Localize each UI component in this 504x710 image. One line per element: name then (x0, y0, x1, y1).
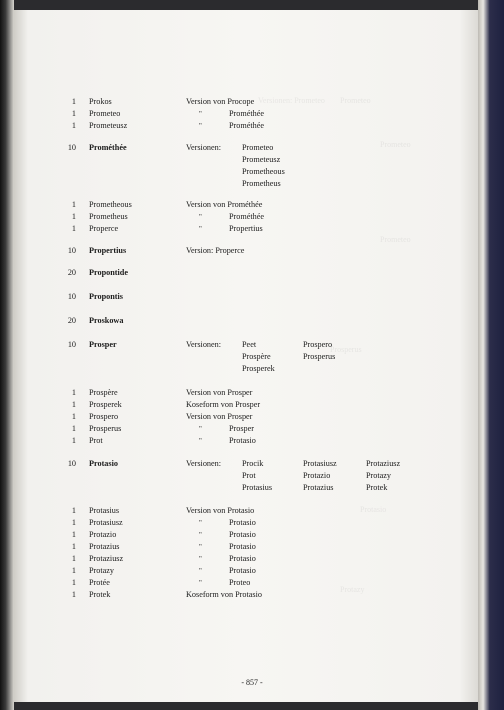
entry-name: Proskowa (89, 316, 124, 325)
variant-name: Protasiusz (303, 459, 337, 468)
entry-name: Protée (89, 578, 110, 587)
variant-line (0, 470, 504, 482)
entry-reference: Protasio (229, 518, 256, 527)
entry-count: 1 (71, 224, 76, 233)
page-number: - 857 - (241, 678, 263, 687)
bleed-through-text: Protazy (340, 585, 365, 594)
variant-name: Prot (242, 471, 256, 480)
variant-name: Prometheous (242, 167, 285, 176)
entry-name: Protazius (89, 542, 120, 551)
entry-count: 10 (67, 292, 76, 301)
entry-reference: Proteo (229, 578, 251, 587)
entry-reference: Prométhée (229, 121, 265, 130)
index-entry (0, 339, 504, 351)
index-entry (0, 245, 504, 257)
index-entry (0, 387, 504, 399)
entry-count: 1 (71, 412, 76, 421)
ditto-mark: " (199, 437, 202, 445)
entry-name: Prot (89, 436, 103, 445)
entry-description: Version von Prométhée (186, 200, 263, 209)
index-entry (0, 541, 504, 553)
entry-name: Protasiusz (89, 518, 123, 527)
index-entry (0, 517, 504, 529)
entry-count: 1 (71, 554, 76, 563)
entry-description: Version: Properce (186, 246, 245, 255)
index-entry (0, 435, 504, 447)
entry-reference: Propertius (229, 224, 263, 233)
entry-reference: Protasio (229, 530, 256, 539)
entry-name: Prosperek (89, 400, 122, 409)
variant-name: Prospero (303, 340, 333, 349)
entry-count: 1 (71, 578, 76, 587)
entry-name: Prometheous (89, 200, 132, 209)
index-entry (0, 108, 504, 120)
entry-reference: Protasio (229, 554, 256, 563)
variant-name: Protazius (303, 483, 334, 492)
entry-count: 1 (71, 400, 76, 409)
entry-count: 1 (71, 109, 76, 118)
variant-name: Procik (242, 459, 264, 468)
bleed-through-text: Prometeo (380, 140, 411, 149)
index-entry (0, 315, 504, 327)
variant-name: Prospère (242, 352, 271, 361)
entry-description: Version von Protasio (186, 506, 255, 515)
index-entry (0, 565, 504, 577)
entry-name: Protek (89, 590, 111, 599)
entry-reference: Prométhée (229, 109, 265, 118)
index-entry (0, 399, 504, 411)
entry-name: Protasio (89, 459, 118, 468)
bleed-through-text: Prometeo (340, 96, 371, 105)
index-entry (0, 505, 504, 517)
entry-name: Prokos (89, 97, 112, 106)
ditto-mark: " (199, 531, 202, 539)
bleed-through-text: Versionen: Prometeo (258, 96, 325, 105)
variant-line (0, 363, 504, 375)
entry-name: Prometeo (89, 109, 121, 118)
ditto-mark: " (199, 579, 202, 587)
variant-name: Prometeo (242, 143, 274, 152)
entry-reference: Protasio (229, 542, 256, 551)
entry-name: Prometeusz (89, 121, 128, 130)
bleed-through-text: Prometeo (380, 235, 411, 244)
variant-line (0, 166, 504, 178)
entry-count: 1 (71, 97, 76, 106)
index-entry (0, 553, 504, 565)
variant-line (0, 351, 504, 363)
variant-line (0, 178, 504, 190)
ditto-mark: " (199, 519, 202, 527)
entry-count: 10 (67, 143, 76, 152)
ditto-mark: " (199, 555, 202, 563)
entry-name: Prométhée (89, 143, 127, 152)
entry-description: Version von Prosper (186, 412, 253, 421)
variant-line (0, 482, 504, 494)
entry-count: 1 (71, 506, 76, 515)
entry-description: Version von Prosper (186, 388, 253, 397)
entry-name: Prospero (89, 412, 119, 421)
entry-name: Propontide (89, 268, 128, 277)
index-entry (0, 120, 504, 132)
entry-name: Prosperus (89, 424, 122, 433)
entry-count: 1 (71, 200, 76, 209)
index-entry (0, 96, 504, 108)
entry-count: 1 (71, 436, 76, 445)
entry-count: 20 (67, 316, 76, 325)
index-entry (0, 267, 504, 279)
entry-name: Prosper (89, 340, 117, 349)
entry-name: Protazio (89, 530, 117, 539)
entry-name: Propertius (89, 246, 127, 255)
index-entry (0, 211, 504, 223)
entry-reference: Protasio (229, 436, 256, 445)
entry-count: 10 (67, 340, 76, 349)
entry-description: Versionen: (186, 143, 222, 152)
entry-name: Protazy (89, 566, 115, 575)
variant-name: Peet (242, 340, 257, 349)
entry-count: 1 (71, 424, 76, 433)
ditto-mark: " (199, 225, 202, 233)
entry-description: Versionen: (186, 459, 222, 468)
entry-description: Koseform von Protasio (186, 590, 262, 599)
ditto-mark: " (199, 122, 202, 130)
entry-name: Properce (89, 224, 119, 233)
variant-line (0, 154, 504, 166)
entry-count: 1 (71, 212, 76, 221)
bleed-through-text: Protasio (360, 505, 387, 514)
entry-reference: Prosper (229, 424, 255, 433)
variant-name: Protazy (366, 471, 392, 480)
entry-name: Prometheus (89, 212, 128, 221)
index-entry (0, 577, 504, 589)
variant-name: Protazio (303, 471, 331, 480)
ditto-mark: " (199, 567, 202, 575)
entry-name: Propontis (89, 292, 123, 301)
entry-name: Prospère (89, 388, 118, 397)
entry-count: 1 (71, 530, 76, 539)
ditto-mark: " (199, 543, 202, 551)
index-entry (0, 589, 504, 601)
entry-count: 1 (71, 566, 76, 575)
entry-count: 10 (67, 459, 76, 468)
index-entry (0, 199, 504, 211)
entry-description: Version von Procope (186, 97, 255, 106)
variant-name: Prometheus (242, 179, 281, 188)
entry-count: 20 (67, 268, 76, 277)
index-entry (0, 529, 504, 541)
entry-reference: Prométhée (229, 212, 265, 221)
ditto-mark: " (199, 213, 202, 221)
bleed-through-text: Prosperus (330, 345, 362, 354)
entry-count: 1 (71, 388, 76, 397)
index-entry (0, 411, 504, 423)
ditto-mark: " (199, 425, 202, 433)
index-entry (0, 291, 504, 303)
variant-name: Protaziusz (366, 459, 401, 468)
index-entry (0, 223, 504, 235)
variant-name: Protasius (242, 483, 273, 492)
entry-description: Versionen: (186, 340, 222, 349)
entry-count: 1 (71, 590, 76, 599)
variant-name: Prosperus (303, 352, 336, 361)
entry-count: 10 (67, 246, 76, 255)
entry-count: 1 (71, 518, 76, 527)
variant-name: Prosperek (242, 364, 275, 373)
variant-name: Protek (366, 483, 388, 492)
entry-name: Protasius (89, 506, 120, 515)
index-entry (0, 423, 504, 435)
variant-name: Prometeusz (242, 155, 281, 164)
entry-description: Koseform von Prosper (186, 400, 261, 409)
index-entry (0, 458, 504, 470)
entry-reference: Protasio (229, 566, 256, 575)
entry-name: Protaziusz (89, 554, 124, 563)
ditto-mark: " (199, 110, 202, 118)
entry-count: 1 (71, 121, 76, 130)
entry-count: 1 (71, 542, 76, 551)
index-entry (0, 142, 504, 154)
